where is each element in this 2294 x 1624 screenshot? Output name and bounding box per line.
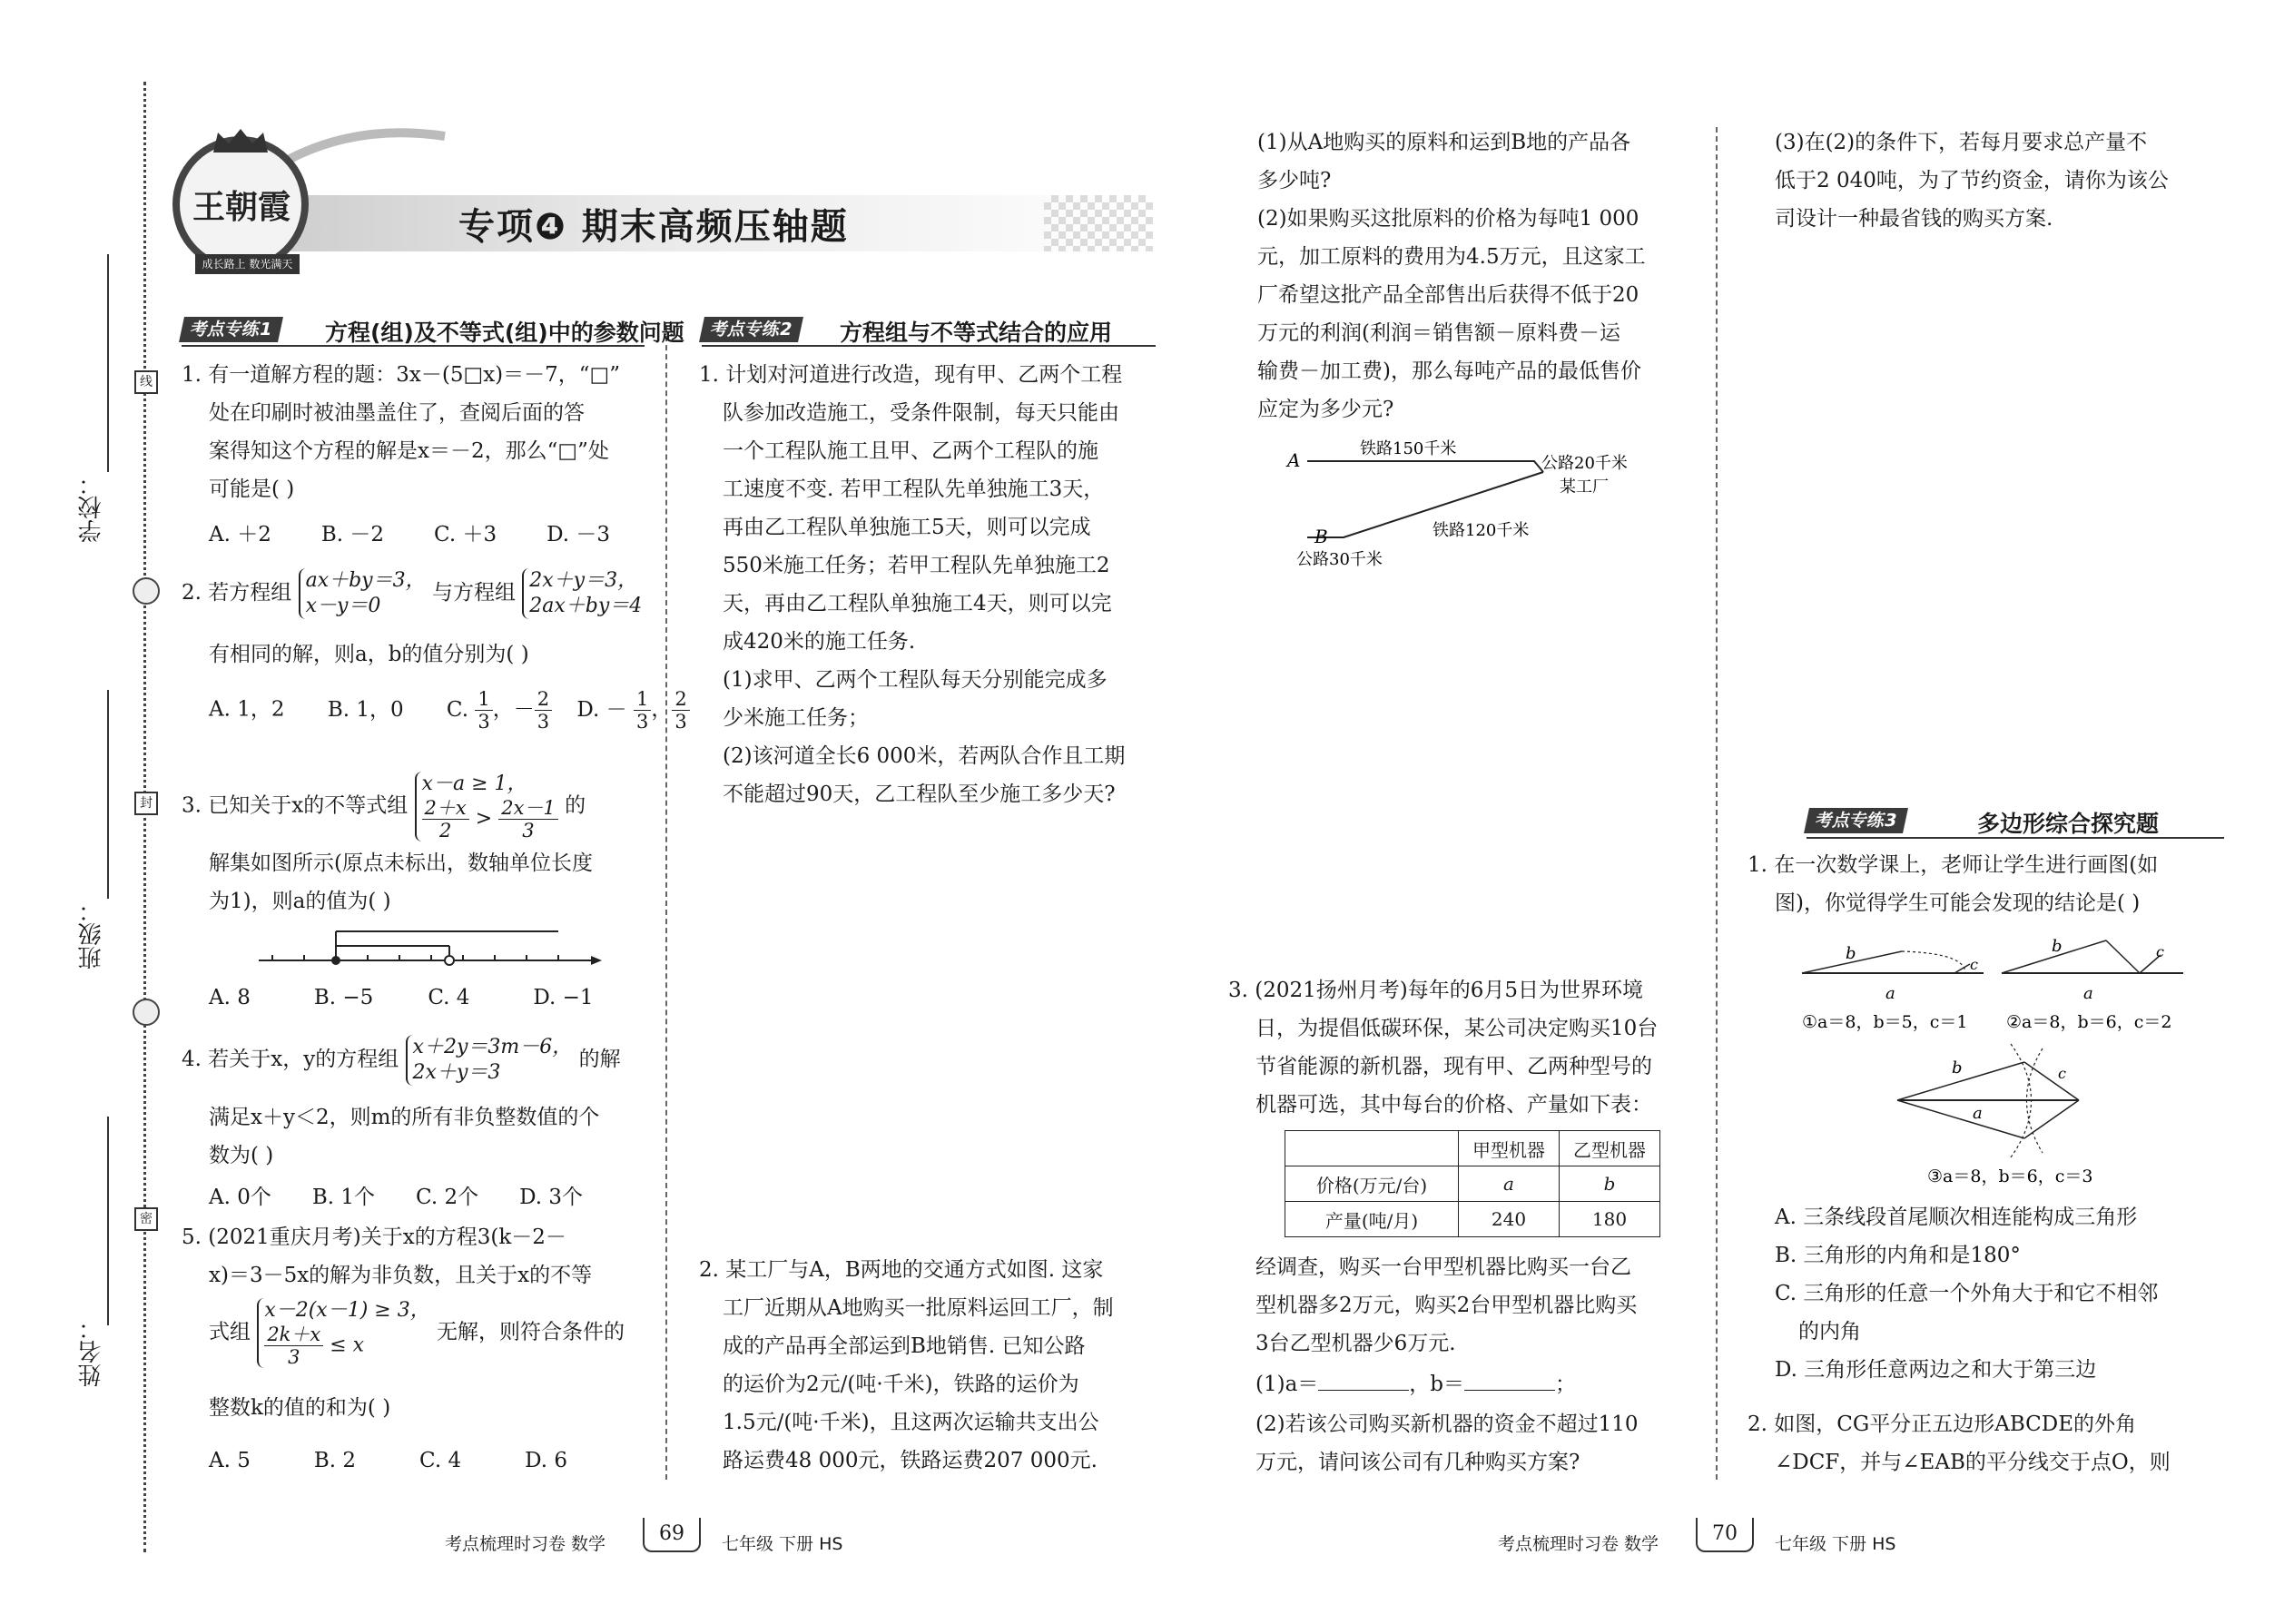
s2-question-3-part2: (2)若该公司购买新机器的资金不超过110 万元，请问该公司有几种购买方案? [1255, 1412, 1639, 1474]
table-cell [1285, 1131, 1459, 1166]
footer-grade-right: 七年级 下册 HS [1775, 1534, 1896, 1554]
binding-dotted-line [143, 82, 146, 1552]
fig3-label-a: a [1973, 1104, 1983, 1123]
s2-question-3-part3: (3)在(2)的条件下，若每月要求总产量不 低于2 040吨，为了节约资金，请你为该公 司设计一种最省钱的购买方案. [1775, 131, 2169, 231]
banner-checker-pattern [1044, 195, 1153, 251]
answer-blank-b[interactable] [1464, 1370, 1555, 1391]
seal-mark-secret: 密 [134, 1207, 158, 1231]
table-row [1285, 1131, 1660, 1166]
fig2-label-a: a [2083, 984, 2093, 1003]
fig2-label-c: c [2156, 943, 2164, 960]
section-badge: 考点专练2 [699, 317, 803, 342]
transport-map-figure [1271, 436, 1689, 581]
section-title: 多边形综合探究题 [1977, 811, 2160, 837]
crown-icon [209, 127, 272, 154]
s2-question-3-text: 3. (2021扬州月考)每年的6月5日为世界环境 日，为提倡低碳环保，某公司决定购买10台 节省能源的新机器，现有甲、乙两种型号的 机器可选，其中每台的价格、产量如下表： [1228, 979, 1659, 1117]
question-5-system: 式组 x－2(x－1) ≥ 3， $\frac{2k+x}{3}$ ≤ x 无解，则符合条件的 [209, 1299, 625, 1368]
map-factory: 某工厂 [1560, 477, 1609, 497]
question-3-stem: 解集如图所示(原点未标出，数轴单位长度 为1)，则a的值为( ) [209, 851, 593, 913]
table-cell: 240 [1459, 1202, 1560, 1237]
machine-table [1285, 1130, 1660, 1237]
section-title: 方程组与不等式结合的应用 [840, 320, 1113, 346]
name-underline [107, 1117, 109, 1325]
s3-question-1-text: 1. 在一次数学课上，老师让学生进行画图(如 图)，你觉得学生可能会发现的结论是( ) [1748, 853, 2159, 915]
question-5-stem: 整数k的值的和为( ) [209, 1396, 391, 1420]
question-5-text: 5. (2021重庆月考)关于x的方程3(k－2－ x)＝3－5x的解为非负数，且关于x的不等 [182, 1225, 593, 1287]
question-1-options: A. ＋2 B. －2 C. ＋3 D. －3 [209, 523, 610, 546]
binding-hole-icon [133, 999, 160, 1026]
fig1-label-b: b [1846, 944, 1856, 963]
fig3-label-b: b [1952, 1058, 1963, 1078]
table-cell: 产量(吨/月) [1285, 1202, 1459, 1237]
section-title: 方程(组)及不等式(组)中的参数问题 [325, 320, 684, 346]
fig1-label-c: c [1970, 956, 1978, 973]
question-4-options: A. 0个 B. 1个 C. 2个 D. 3个 [209, 1186, 583, 1209]
question-4-text: 4. 若关于x，y的方程组 x＋2y＝3m－6， 2x＋y＝3 的解 [182, 1036, 621, 1084]
ribbon-swoosh-icon [272, 118, 454, 172]
map-rail-a: 铁路150千米 [1360, 439, 1457, 458]
table-row [1285, 1166, 1660, 1202]
page-number-left: 69 [643, 1518, 701, 1552]
question-5-options: A. 5 B. 2 C. 4 D. 6 [209, 1449, 567, 1472]
class-label: 班级： [78, 899, 105, 969]
map-road-b: 公路30千米 [1296, 550, 1383, 569]
fig1-label-a: a [1885, 984, 1895, 1003]
answer-blank-a[interactable] [1318, 1370, 1409, 1391]
table-cell: b [1560, 1166, 1660, 1202]
s2-question-2-text: 2. 某工厂与A，B两地的交通方式如图. 这家 工厂近期从A地购买一批原料运回工厂，制 成的产品再全部运到B地销售. 已知公路 的运价为2元/(吨·千米)，铁路的运价为 1.5元/(吨·千米)，且这两次运输共支出公 路运费48 000元，铁路运费207 000元. [699, 1258, 1114, 1472]
binding-hole-icon [133, 577, 160, 605]
column-divider [1716, 127, 1718, 1480]
footer-grade-left: 七年级 下册 HS [722, 1534, 843, 1554]
s2-question-2-parts: (1)从A地购买的原料和运到B地的产品各 多少吨? (2)如果购买这批原料的价格为每吨1 000 元，加工原料的费用为4.5万元，且这家工 厂希望这批产品全部售出后获得不低于20 万元的利润(利润＝销售额－原料费－运 输费－加工费)，那么每吨产品的最低售价 应定为多少元? [1257, 131, 1646, 421]
map-point-a: A [1287, 449, 1301, 471]
question-2-stem: 有相同的解，则a，b的值分别为( ) [209, 643, 529, 666]
map-road-a: 公路20千米 [1541, 454, 1628, 473]
section-rule [182, 345, 645, 347]
name-label: 姓名： [78, 1316, 105, 1387]
s2-question-3-part1: (1)a＝ ，b＝ ； [1255, 1365, 1576, 1403]
school-underline [107, 254, 109, 472]
page-title: 专项❹ 期末高频压轴题 [458, 206, 849, 248]
s2-question-3-info: 经调查，购买一台甲型机器比购买一台乙 型机器多2万元，购买2台甲型机器比购买 3台乙型机器少6万元. [1255, 1255, 1638, 1355]
table-cell: 180 [1560, 1202, 1660, 1237]
number-line-figure [259, 926, 604, 980]
section-badge: 考点专练3 [1804, 808, 1908, 833]
section-badge: 考点专练1 [179, 317, 283, 342]
question-3-options: A. 8 B. −5 C. 4 D. −1 [209, 986, 594, 1009]
section-rule [1807, 837, 2224, 839]
fig3-caption: ③a＝8，b＝6，c＝3 [1927, 1166, 2093, 1186]
fig2-label-b: b [2052, 937, 2063, 956]
seal-mark-seal: 封 [134, 792, 158, 815]
map-point-b: B [1314, 526, 1328, 547]
question-3-text: 3. 已知关于x的不等式组 x－a ≥ 1， $\frac{2+x}{2}$ > $\frac{2x-1}{3}$ 的 [182, 773, 586, 842]
question-4-stem: 满足x＋y＜2，则m的所有非负整数值的个 数为( ) [209, 1106, 600, 1167]
class-underline [107, 690, 109, 899]
triangle-figures [1793, 926, 2229, 1198]
footer-book-right: 考点梳理时习卷 数学 [1498, 1534, 1659, 1554]
question-2-text: 2. 若方程组 ax＋by＝3， x－y＝0 与方程组 2x＋y＝3， 2ax＋by＝4 [182, 569, 643, 617]
section-rule [702, 345, 1156, 347]
s3-question-1-options: A. 三条线段首尾顺次相连能构成三角形 B. 三角形的内角和是180° C. 三角形的任意一个外角大于和它不相邻 的内角 D. 三角形任意两边之和大于第三边 [1775, 1206, 2159, 1382]
column-divider [665, 327, 667, 1480]
question-2-options: A. 1，2 B. 1，0 C. $\frac{1}{3}$ ，－ $\frac{2}{3}$ D. － $\frac{1}{3}$ ， $\frac{2}{3}$ [209, 688, 690, 733]
table-row [1285, 1202, 1660, 1237]
question-1-text: 1. 有一道解方程的题：3x－(5□x)＝－7，“□” 处在印刷时被油墨盖住了，查阅后面的答 案得知这个方程的解是x＝－2，那么“□”处 可能是( ) [182, 363, 621, 501]
brand-name: 王朝霞 [192, 188, 291, 226]
fig2-caption: ②a＝8，b＝6，c＝2 [2006, 1012, 2172, 1032]
fig3-label-c: c [2058, 1065, 2066, 1082]
brand-motto: 成长路上 数光满天 [195, 254, 300, 274]
page-number-right: 70 [1696, 1518, 1754, 1552]
table-cell: a [1459, 1166, 1560, 1202]
map-rail-b: 铁路120千米 [1433, 521, 1530, 540]
s3-question-2-text: 2. 如图，CG平分正五边形ABCDE的外角 ∠DCF，并与∠EAB的平分线交于点O，则 [1748, 1412, 2171, 1474]
seal-mark-line: 线 [134, 370, 158, 394]
table-cell: 价格(万元/台) [1285, 1166, 1459, 1202]
s2-question-1-text: 1. 计划对河道进行改造，现有甲、乙两个工程 队参加改造施工，受条件限制，每天只能由 一个工程队施工且甲、乙两个工程队的施 工速度不变. 若甲工程队先单独施工3天， 再由乙工程队单独施工5天，则可以完成 550米施工任务；若甲工程队先单独施工2 天，再由乙工程队单独施工4天，则可以完 成420米的施工任务. (1)求甲、乙两个工程队每天分别能完成多 少米施工任务； (2)该河道全长6 000米，若两队合作且工期 不能超过90天，乙工程队至少施工多少天? [699, 363, 1126, 806]
school-label: 学校： [78, 472, 105, 543]
table-cell: 甲型机器 [1459, 1131, 1560, 1166]
table-cell: 乙型机器 [1560, 1131, 1660, 1166]
footer-book-left: 考点梳理时习卷 数学 [445, 1534, 606, 1554]
fig1-caption: ①a＝8，b＝5，c＝1 [1802, 1012, 1968, 1032]
